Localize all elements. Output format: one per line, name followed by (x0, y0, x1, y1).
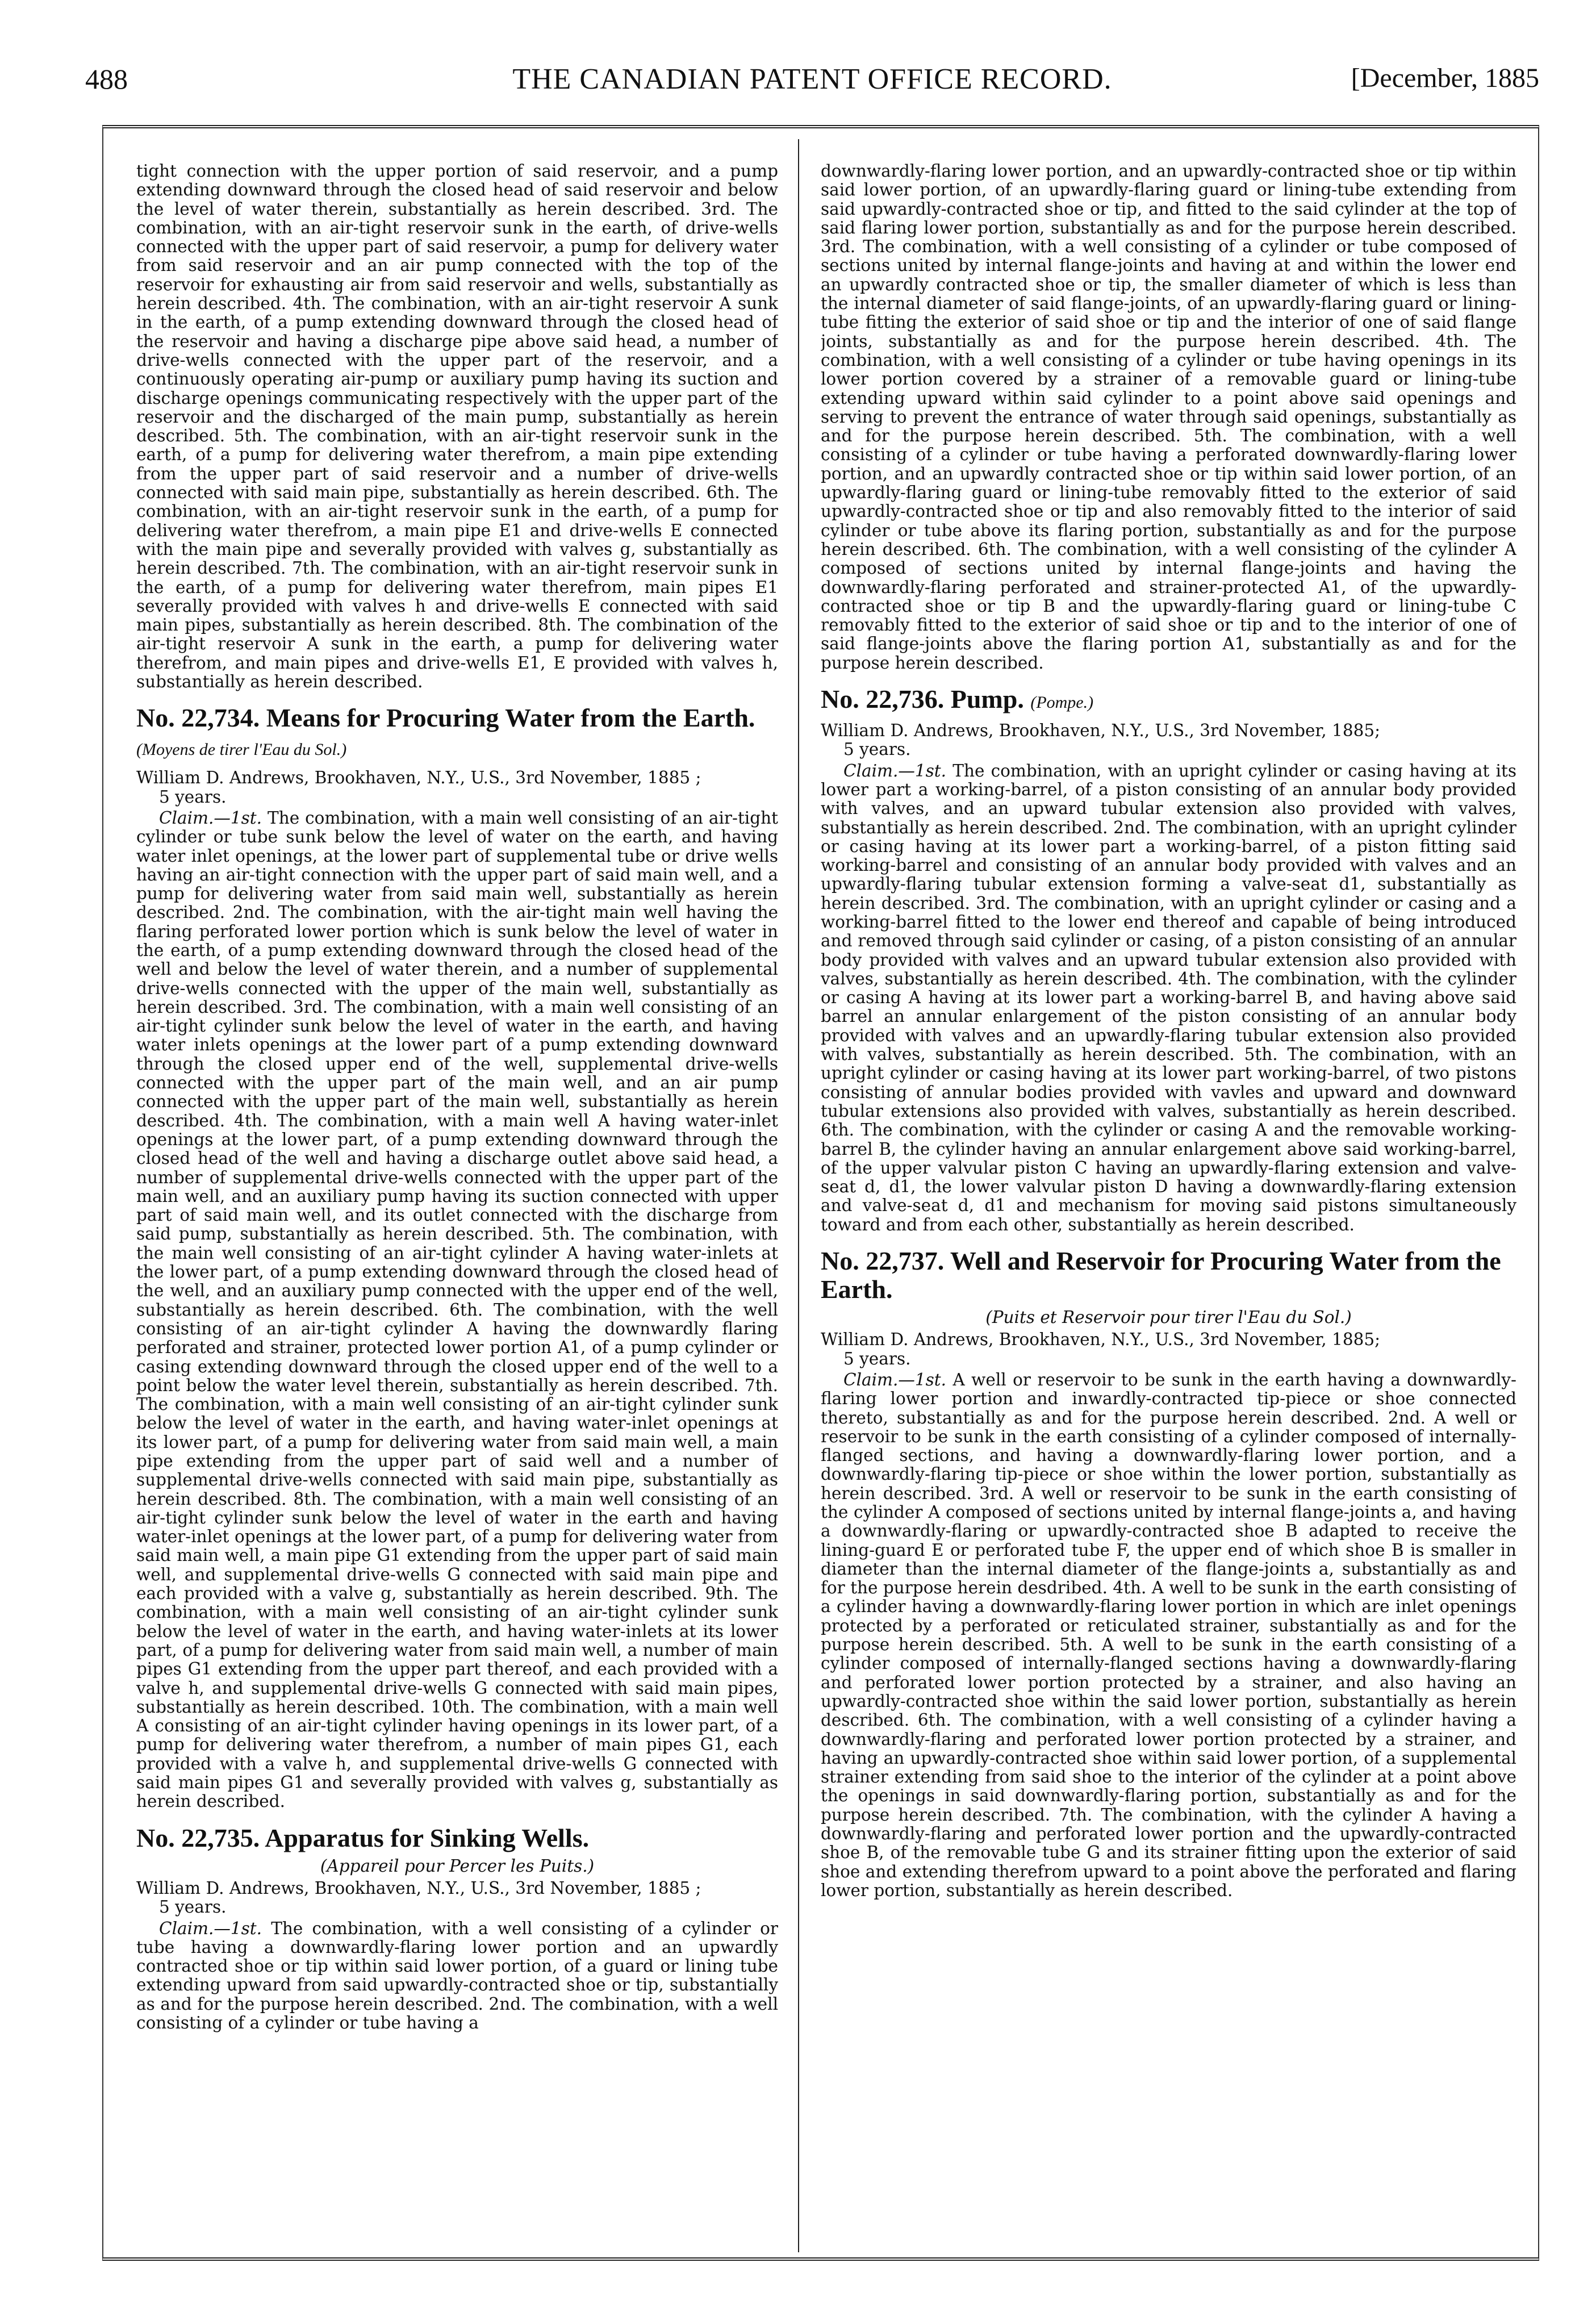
term-years: 5 years. (159, 1897, 227, 1917)
claim-label: Claim.—1st. (843, 1370, 947, 1389)
patent-title: Pump. (950, 684, 1024, 714)
claim-label: Claim.—1st. (843, 761, 947, 780)
claim-body: The combination, with a well consisting of a cylinder or tube having a downwardly-flaring lower portion and an upwardly contracted shoe or tip within said lower portion, of a guard or lining tube extending upward from said upwardly-contracted shoe or tip, substantially as and for the purpose herein described. 2nd. The combination, with a well consisting of a cylinder or tube having a (136, 1918, 778, 2033)
french-title: (Pompe.) (1030, 693, 1094, 712)
claim-label: Claim.—1st. (159, 808, 262, 828)
patent-entry-22735 (136, 1824, 778, 2033)
claims-text (136, 1919, 778, 2033)
patent-entry-22734 (136, 704, 778, 1811)
patent-number: No. 22,736. (821, 684, 945, 714)
french-title: (Moyens de tirer l'Eau du Sol.) (136, 740, 347, 759)
page-header (85, 62, 1539, 102)
term-years: 5 years. (843, 1349, 911, 1368)
issue-date: [December, 1885 (1351, 63, 1539, 93)
continued-claims: downwardly-flaring lower portion, and an upwardly-contracted shoe or tip within said lower portion, of an upwardly-flaring guard or lining-tube extending from said upwardly-contracted shoe or tip, and fitted to the said cylinder at the top of said flaring lower portion, substantially as and for the purpose herein described. 3rd. The combination, with a well consisting of a cylinder or tube composed of sections united by internal flange-joints and having at and within the lower end an upwardly contracted shoe or tip, the smaller diameter of which is less than the internal diameter of said flange-joints, of an upwardly-flaring guard or lining-tube fitting the exterior of said shoe or tip and the interior of one of said flange joints, substantially as and for the purpose herein described. 4th. The combination, with a well consisting of a cylinder or tube having openings in its lower portion covered by a strainer of a removable guard or lining-tube extending upward within said cylinder to a point above said openings and serving to prevent the entrance of water through said openings, substantially as and for the purpose herein described. 5th. The combination, with a well consisting of a cylinder or tube having a perforated downwardly-flaring lower portion, and an upwardly contracted shoe or tip within said lower portion, of an upwardly-flaring guard or lining-tube removably fitted to the exterior of said upwardly-contracted shoe or tip and also removably fitted to the interior of said cylinder or tube above its flaring portion, substantially as and for the purpose herein described. 6th. The combination, with a well consisting of the cylinder A composed of sections united by internal flange-joints and having the downwardly-flaring perforated and strainer-protected A1, of the upwardly-contracted shoe or tip B and the upwardly-flaring guard or lining-tube C removably fitted to the exterior of said shoe or tip and to the interior of one of said flange-joints above the flaring portion A1, substantially as and for the purpose herein described. (821, 162, 1516, 673)
claims-text (821, 1371, 1516, 1900)
inventor-line: William D. Andrews, Brookhaven, N.Y., U.S., 3rd November, 1885; (821, 1330, 1381, 1350)
claim-label: Claim.—1st. (159, 1918, 262, 1938)
entry-heading (136, 1824, 778, 1852)
entry-heading (136, 704, 778, 764)
claim-body: The combination, with a main well consisting of an air-tight cylinder or tube sunk below the level of water on the earth, and having water inlet openings, at the lower part of supplemental tube or drive wells having an air-tight connection with the upper part of said main well, and a pump for delivering water from said main well, substantially as herein described. 2nd. The combination, with the air-tight main well having the flaring perforated lower portion which is sunk below the level of water in the earth, of a pump extending downward through the closed head of the well and below the level of water therein, and a number of supplemental drive-wells connected with the upper of the main well, substantially as herein described. 3rd. The combination, with a main well consisting of an air-tight cylinder sunk below the level of water in the earth, and having water inlets openings at the lower part of a pump extending downward through the closed upper end of the well, supplemental drive-wells connected with the upper part of the main well, and an air pump connected with the upper part of the main well, substantially as herein described. 4th. The combination, with a main well A having water-inlet openings at the lower part, of a pump extending downward through the closed head of the well and having a discharge outlet above said head, a number of supplemental drive-wells connected with the upper part of the main well, and an auxiliary pump having its suction connected with upper part of said main well, and its outlet connected with the discharge from said pump, substantially as herein described. 5th. The combination, with the main well consisting of an air-tight cylinder A having water-inlets at the lower part, of a pump extending downward through the closed head of the well, and an auxiliary pump connected with the upper end of the well, substantially as herein described. 6th. The combination, with the well consisting of an air-tight cylinder A having the downwardly flaring perforated and strainer, protected lower portion A1, of a pump cylinder or casing extending downward through the closed upper end of the well to a point below the water level therein, substantially as herein described. 7th. The combination, with a main well consisting of an air-tight cylinder sunk below the level of water in the earth, and having water-inlet openings at its lower part, of a pump for delivering water from said main well, a main pipe extending from the upper part of said well and a number of supplemental drive-wells connected with said main pipe, substantially as herein described. 8th. The combination, with a main well consisting of an air-tight cylinder sunk below the level of water in the earth and having water-inlet openings at the lower part, of a pump for delivering water from said main well, a main pipe G1 extending from the upper part of said main well, and supplemental drive-wells G connected with said main pipe and each provided with a valve g, substantially as herein described. 9th. The combination, with a main well consisting of an air-tight cylinder sunk below the level of water in the earth, and having water-inlets at its lower part, of a pump for delivering water from said main well, a number of main pipes G1 extending from the upper part thereof, and each provided with a valve h, and supplemental drive-wells G connected with said main pipes, substantially as herein described. 10th. The combination, with a main well A consisting of an air-tight cylinder having openings in its lower part, of a pump for delivering water therefrom, a number of main pipes G1, each provided with a valve h, and supplemental drive-wells G connected with said main pipes G1 and severally provided with valves g, substantially as herein described. (136, 808, 778, 1811)
continued-claims: tight connection with the upper portion of said reservoir, and a pump extending downward through the closed head of said reservoir and below the level of water therein, substantially as herein described. 3rd. The combination, with an air-tight reservoir sunk in the earth, of drive-wells connected with the upper part of said reservoir, a pump for delivery water from said reservoir and an air pump connected with the top of the reservoir for exhausting air from said reservoir and wells, substantially as herein described. 4th. The combination, with an air-tight reservoir A sunk in the earth, of a pump extending downward through the closed head of the reservoir and having a discharge pipe above said head, a number of drive-wells connected with the upper part of the reservoir, and a continuously operating air-pump or auxiliary pump having its suction and discharge openings communicating respectively with the upper part of the reservoir and the discharged of the main pump, substantially as herein described. 5th. The combination, with an air-tight reservoir sunk in the earth, of a pump for delivering water therefrom, a main pipe extending from the upper part of said reservoir and a number of drive-wells connected with said main pipe, substantially as herein described. 6th. The combination, with an air-tight reservoir sunk in the earth, of a pump for delivering water therefrom, a main pipe E1 and drive-wells E connected with the main pipe and severally provided with valves g, substantially as herein described. 7th. The combination, with an air-tight reservoir sunk in the earth, of a pump for delivering water therefrom, main pipes E1 severally provided with valves h and drive-wells E connected with said main pipes, substantially as herein described. 8th. The combination of the air-tight reservoir A sunk in the earth, a pump for delivering water therefrom, and main pipes and drive-wells E1, E provided with valves h, substantially as herein described. (136, 162, 778, 692)
patent-number: No. 22,734. (136, 703, 260, 733)
right-column (821, 162, 1516, 2238)
entry-heading (821, 685, 1516, 717)
inventor-line: William D. Andrews, Brookhaven, N.Y., U.S., 3rd November, 1885 ; (136, 768, 701, 788)
inventor-line: William D. Andrews, Brookhaven, N.Y., U.S., 3rd November, 1885 ; (136, 1878, 701, 1898)
claims-text (136, 809, 778, 1811)
entry-heading (821, 1247, 1516, 1304)
patent-title: Apparatus for Sinking Wells. (265, 1823, 590, 1852)
french-title: (Appareil pour Percer les Puits.) (320, 1856, 595, 1876)
left-column (136, 162, 778, 2238)
inventor-line: William D. Andrews, Brookhaven, N.Y., U.S., 3rd November, 1885; (821, 721, 1381, 741)
term-years: 5 years. (159, 787, 227, 807)
page-number: 488 (85, 63, 128, 95)
patent-entry-22736 (821, 685, 1516, 1234)
claim-body: The combination, with an upright cylinder or casing having at its lower part a working-barrel, of a piston consisting of an annular body provided with valves, and an upward tubular extension also provided with valves, substantially as herein described. 2nd. The combination, with an upright cylinder or casing having at its lower part a working-barrel, of a piston fitting said working-barrel and consisting of an annular body provided with valves and an upwardly-flaring tubular extension forming a valve-seat d1, substantially as herein described. 3rd. The combination, with an upright cylinder or casing and a working-barrel fitted to the lower end thereof and capable of being introduced and removed through said cylinder or casing, of a piston consisting of an annular body provided with valves and an upward tubular extension also provided with valves, substantially as herein described. 4th. The combination, with the cylinder or casing A having at its lower part a working-barrel B, and having above said barrel an annular enlargement of the piston consisting of an annular body provided with valves and an upwardly-flaring tubular extension also provided with valves, substantially as herein described. 5th. The combination, with an upright cylinder or casing having at its lower part working-barrel, of two pistons consisting of annular bodies provided with vavles and upward and downward tubular extensions also provided with valves, substantially as herein described. 6th. The combination, with the cylinder or casing A and the removable working-barrel B, the cylinder having an annular enlargement above said working-barrel, of the upper valvular piston C having an upwardly-flaring extension and valve-seat d, d1, the lower valvular piston D having a downwardly-flaring extension and valve-seat d, d1 and mechanism for moving said pistons simultaneously toward and from each other, substantially as herein described. (821, 761, 1516, 1234)
patent-number: No. 22,735. (136, 1823, 260, 1852)
patent-entry-22737 (821, 1247, 1516, 1900)
term-years: 5 years. (843, 740, 911, 759)
column-divider (798, 139, 799, 2252)
french-title: (Puits et Reservoir pour tirer l'Eau du Sol.) (985, 1308, 1352, 1328)
claims-text (821, 762, 1516, 1234)
publication-title: THE CANADIAN PATENT OFFICE RECORD. (512, 63, 1112, 95)
patent-title: Means for Procuring Water from the Earth. (266, 703, 755, 733)
claim-body: A well or reservoir to be sunk in the earth having a downwardly-flaring lower portion and inwardly-contracted tip-piece or shoe connected thereto, substantially as and for the purpose herein described. 2nd. A well or reservoir to be sunk in the earth consisting of a cylinder composed of internally-flanged sections, and having a downwardly-flaring lower portion, and a downwardly-flaring tip-piece or shoe within the lower portion, substantially as herein described. 3rd. A well or reservoir to be sunk in the earth consisting of the cylinder A composed of sections united by internal flange-joints a, and having a downwardly-flaring or upwardly-contracted shoe B adapted to receive the lining-guard E or perforated tube F, the upper end of which shoe B is smaller in diameter than the internal diameter of the flange-joints a, substantially as and for the purpose herein desdribed. 4th. A well to be sunk in the earth consisting of a cylinder having a downwardly-flaring lower portion in which are inlet openings protected by a perforated or reticulated strainer, substantially as and for the purpose herein described. 5th. A well to be sunk in the earth consisting of a cylinder composed of internally-flanged sections having a downwardly-flaring and perforated lower portion protected by a strainer, and also having an upwardly-contracted shoe within the said lower portion, substantially as herein described. 6th. The combination, with a well consisting of a cylinder having a downwardly-flaring and perforated lower portion protected by a strainer, and having an upwardly-contracted shoe within said lower portion, of a supplemental strainer extending from said shoe to the interior of the cylinder at a point above the openings in said downwardly-flaring portion, substantially as and for the purpose herein described. 7th. The combination, with the cylinder A having a downwardly-flaring and perforated lower portion and the upwardly-contracted shoe B, of the removable tube G and its strainer fitting upon the exterior of said shoe and extending therefrom upward to a point above the perforated and flaring lower portion, substantially as herein described. (821, 1370, 1516, 1900)
patent-number: No. 22,737. (821, 1246, 945, 1276)
patent-title: Well and Reservoir for Procuring Water from the Earth. (821, 1246, 1501, 1304)
